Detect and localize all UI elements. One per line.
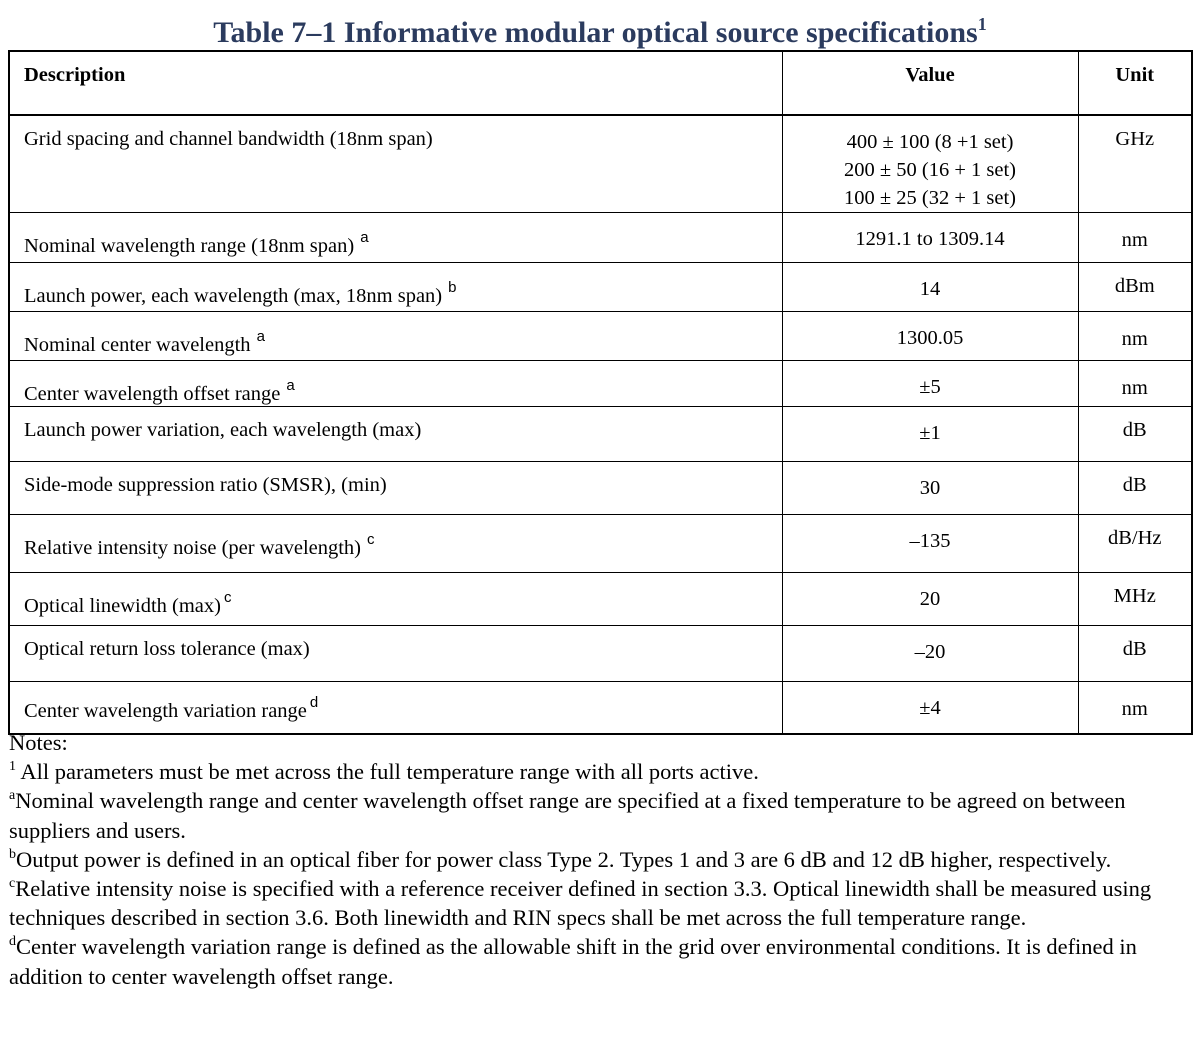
value-text: 1300.05 (896, 327, 964, 349)
table-row (9, 626, 1192, 682)
title-footnote-mark: 1 (977, 14, 987, 34)
row-unit: dB (1078, 407, 1192, 462)
value-line: 100 ± 25 (32 + 1 set) (844, 187, 1016, 209)
row-description (9, 312, 782, 361)
row-unit: nm (1078, 361, 1192, 407)
value-text: ±1 (919, 422, 941, 444)
description-text: Optical return loss tolerance (max) (24, 638, 310, 660)
note-mark: b (9, 846, 16, 862)
table-row (9, 115, 1192, 213)
row-value (782, 312, 1078, 361)
row-description (9, 407, 782, 462)
description-text: Center wavelength variation range (24, 700, 307, 722)
description-text: Center wavelength offset range (24, 383, 281, 405)
value-text: ±4 (919, 697, 941, 719)
description-text: Grid spacing and channel bandwidth (18nm span) (24, 128, 433, 150)
value-text: 20 (919, 588, 941, 610)
footnote-mark: a (360, 229, 369, 246)
row-value (782, 515, 1078, 573)
note-text: Nominal wavelength range and center wavelength offset range are specified at a fixed temperature to be agreed on between suppliers and users. (9, 788, 1126, 843)
note-text: Output power is defined in an optical fiber for power class Type 2. Types 1 and 3 are 6 dB and 12 dB higher, respectively. (16, 846, 1112, 872)
note-mark: 1 (9, 759, 16, 775)
description-text: Side-mode suppression ratio (SMSR), (min) (24, 474, 387, 496)
table-title (0, 4, 1200, 53)
value-text: –20 (914, 641, 946, 663)
row-value (782, 213, 1078, 263)
table-row (9, 515, 1192, 573)
notes-heading: Notes: (9, 730, 68, 755)
row-value (782, 361, 1078, 407)
row-unit: nm (1078, 312, 1192, 361)
row-value (782, 115, 1078, 213)
row-unit: nm (1078, 213, 1192, 263)
value-text: 14 (919, 278, 941, 300)
note-item (9, 757, 1194, 786)
description-text: Relative intensity noise (per wavelength) (24, 537, 362, 559)
row-value (782, 682, 1078, 734)
row-description (9, 515, 782, 573)
description-text: Launch power variation, each wavelength (max) (24, 419, 422, 441)
table-row (9, 312, 1192, 361)
row-description (9, 361, 782, 407)
row-unit: GHz (1078, 115, 1192, 213)
value-text: 30 (919, 477, 941, 499)
header-row (9, 51, 1192, 115)
description-text: Launch power, each wavelength (max, 18nm span) (24, 285, 443, 307)
value-text: 1291.1 to 1309.14 (855, 228, 1005, 250)
table-row (9, 263, 1192, 312)
value-text: –135 (909, 530, 951, 552)
row-value (782, 263, 1078, 312)
description-text: Nominal center wavelength (24, 334, 251, 356)
header-value: Value (782, 51, 1078, 115)
row-description (9, 682, 782, 734)
note-item (9, 874, 1194, 932)
row-unit: dBm (1078, 263, 1192, 312)
row-unit: dB/Hz (1078, 515, 1192, 573)
table-row (9, 682, 1192, 734)
table-row (9, 213, 1192, 263)
note-mark: c (9, 876, 16, 892)
note-item (9, 845, 1194, 874)
table-row (9, 361, 1192, 407)
description-text: Nominal wavelength range (18nm span) (24, 235, 355, 257)
row-unit: dB (1078, 462, 1192, 515)
value-text: ±5 (919, 376, 941, 398)
row-description (9, 213, 782, 263)
note-text: Center wavelength variation range is defined as the allowable shift in the grid over environmental conditions. It is defined in addition to center wavelength offset range. (9, 934, 1137, 989)
row-value (782, 573, 1078, 626)
row-unit: dB (1078, 626, 1192, 682)
row-unit: MHz (1078, 573, 1192, 626)
row-value (782, 626, 1078, 682)
row-description (9, 626, 782, 682)
row-value (782, 462, 1078, 515)
notes-section (9, 728, 1194, 991)
note-mark: a (9, 788, 16, 804)
footnote-mark: b (448, 279, 457, 296)
header-unit: Unit (1078, 51, 1192, 115)
note-mark: d (9, 934, 16, 950)
note-text: All parameters must be met across the full temperature range with all ports active. (20, 759, 759, 785)
footnote-mark: a (286, 377, 295, 394)
header-description: Description (9, 51, 782, 115)
footnote-mark: c (223, 589, 232, 606)
row-description (9, 263, 782, 312)
note-text: Relative intensity noise is specified with a reference receiver defined in section 3.3. Optical linewidth shall be measured using techniques described in section 3.6. Both linewidth and RIN specs shall be met across the full temperature range. (9, 876, 1152, 931)
note-item (9, 786, 1194, 844)
row-value (782, 407, 1078, 462)
value-line: 200 ± 50 (16 + 1 set) (844, 159, 1016, 181)
row-description (9, 573, 782, 626)
table-row (9, 407, 1192, 462)
footnote-mark: a (256, 328, 265, 345)
footnote-mark: d (309, 694, 319, 711)
description-text: Optical linewidth (max) (24, 595, 221, 617)
table-row (9, 573, 1192, 626)
specifications-table (8, 50, 1193, 735)
table-row (9, 462, 1192, 515)
row-description (9, 462, 782, 515)
value-line: 400 ± 100 (8 +1 set) (846, 131, 1014, 153)
row-description (9, 115, 782, 213)
row-unit: nm (1078, 682, 1192, 734)
table-title-text: Table 7–1 Informative modular optical source specifications (213, 16, 978, 49)
note-item (9, 932, 1194, 990)
footnote-mark: c (367, 531, 375, 548)
